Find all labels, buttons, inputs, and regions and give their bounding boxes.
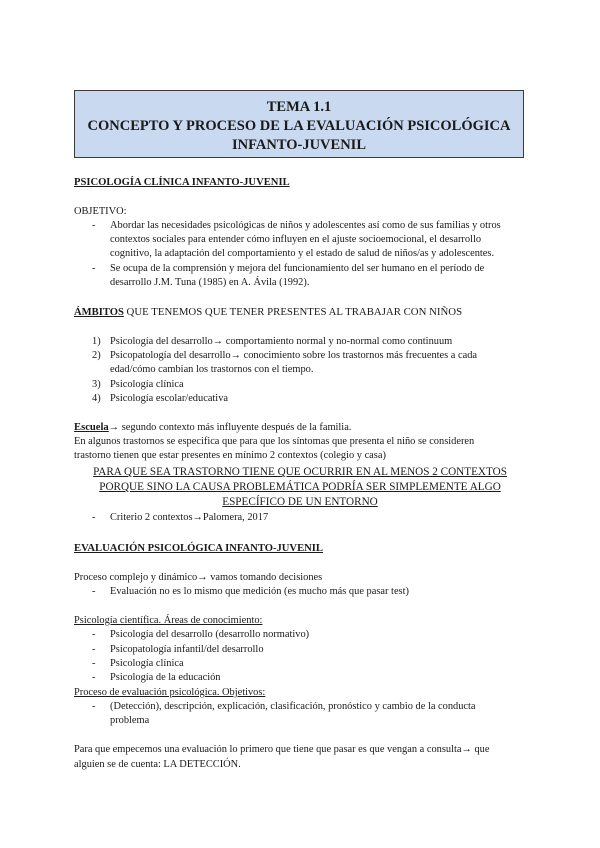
- title-line-3: INFANTO-JUVENIL: [231, 137, 366, 153]
- bullet-dash: -: [92, 586, 96, 597]
- title-line-2: CONCEPTO Y PROCESO DE LA EVALUACIÓN PSICOLÓGICA: [87, 118, 511, 134]
- ambito-num-1: 1): [92, 336, 101, 347]
- highlight-line-3: ESPECÍFICO DE UN ENTORNO: [222, 496, 378, 508]
- criterio-line: Criterio 2 contextos→Palomera, 2017: [110, 512, 269, 523]
- bullet-dash: -: [92, 658, 96, 669]
- ambito-2-line-1: Psicopatología del desarrollo→ conocimiento sobre los trastornos más frecuentes a cada: [110, 350, 478, 361]
- ambito-4-line-1: Psicología escolar/educativa: [110, 393, 229, 404]
- area-item-4: Psicología de la educación: [110, 672, 221, 683]
- title-box: [74, 90, 524, 158]
- escuela-line-3: trastorno tienen que estar presentes en mínimo 2 contextos (colegio y casa): [74, 450, 386, 461]
- bullet-dash: -: [92, 701, 96, 712]
- ambito-num-4: 4): [92, 393, 101, 404]
- ambito-num-2: 2): [92, 350, 101, 361]
- ambito-3-line-1: Psicología clínica: [110, 379, 184, 390]
- ambito-num-3: 3): [92, 379, 101, 390]
- bullet-dash: -: [92, 644, 96, 655]
- area-item-1: Psicología del desarrollo (desarrollo normativo): [110, 629, 310, 640]
- final-line-2: alguien se de cuenta: LA DETECCIÓN.: [74, 759, 241, 770]
- objetivo-bullet-1-line-2: contextos sociales para entender cómo influyen en el ajuste socioemocional, el desarrollo: [110, 234, 482, 245]
- area-item-2: Psicopatología infantil/del desarrollo: [110, 644, 264, 655]
- bullet-dash: -: [92, 672, 96, 683]
- areas-label: Psicología científica. Áreas de conocimiento:: [74, 615, 263, 626]
- escuela-rest: → segundo contexto más influyente después de la familia.: [108, 422, 352, 433]
- ambito-1-line-1: Psicología del desarrollo→ comportamiento normal y no-normal como continuum: [110, 336, 453, 347]
- objetivo-bullet-1-line-3: cognitivo, la adaptación del comportamiento y el estado de salud de niños/as y adolescentes.: [110, 248, 495, 259]
- ambitos-heading: [74, 306, 462, 320]
- objetivo-bullet-1-line-1: Abordar las necesidades psicológicas de niños y adolescentes así como de sus familias y otros: [110, 220, 501, 231]
- objetivos-line-2: problema: [110, 715, 150, 726]
- section-heading-clinica: PSICOLOGÍA CLÍNICA INFANTO-JUVENIL: [74, 177, 290, 188]
- highlight-line-1: PARA QUE SEA TRASTORNO TIENE QUE OCURRIR EN AL MENOS 2 CONTEXTOS: [93, 466, 507, 478]
- title-line-1: TEMA 1.1: [266, 99, 332, 115]
- objetivo-bullet-2-line-1: Se ocupa de la comprensión y mejora del funcionamiento del ser humano en el período de: [110, 263, 485, 274]
- objetivos-label: Proceso de evaluación psicológica. Objetivos:: [74, 687, 266, 698]
- ambitos-bold: ÁMBITOS: [74, 307, 124, 318]
- escuela-line-2: En algunos trastornos se especifica que para que los síntomas que presenta el niño se consideren: [74, 436, 475, 447]
- objetivos-line-1: (Detección), descripción, explicación, clasificación, pronóstico y cambio de la conducta: [110, 701, 476, 712]
- final-line-1: Para que empecemos una evaluación lo primero que tiene que pasar es que vengan a consulta→ que: [74, 744, 490, 755]
- bullet-dash: -: [92, 512, 96, 523]
- escuela-line-1: [74, 421, 351, 435]
- proceso-bullet: Evaluación no es lo mismo que medición (es mucho más que pasar test): [110, 586, 409, 597]
- objetivo-label: OBJETIVO:: [74, 206, 127, 217]
- ambitos-rest: QUE TENEMOS QUE TENER PRESENTES AL TRABAJAR CON NIÑOS: [123, 306, 463, 318]
- bullet-dash: -: [92, 629, 96, 640]
- highlight-line-2: PORQUE SINO LA CAUSA PROBLEMÁTICA PODRÍA SER SIMPLEMENTE ALGO: [99, 481, 501, 493]
- objetivo-bullet-2-line-2: desarrollo J.M. Tuna (1985) en A. Ávila (1992).: [110, 277, 310, 288]
- bullet-dash: -: [92, 220, 96, 231]
- escuela-bold: Escuela: [74, 422, 109, 433]
- section-heading-evaluacion: EVALUACIÓN PSICOLÓGICA INFANTO-JUVENIL: [74, 543, 323, 554]
- area-item-3: Psicología clínica: [110, 658, 184, 669]
- ambito-2-line-2: edad/cómo cambian los trastornos con el tiempo.: [110, 364, 314, 375]
- bullet-dash: -: [92, 263, 96, 274]
- proceso-line: Proceso complejo y dinámico→ vamos tomando decisiones: [74, 572, 323, 583]
